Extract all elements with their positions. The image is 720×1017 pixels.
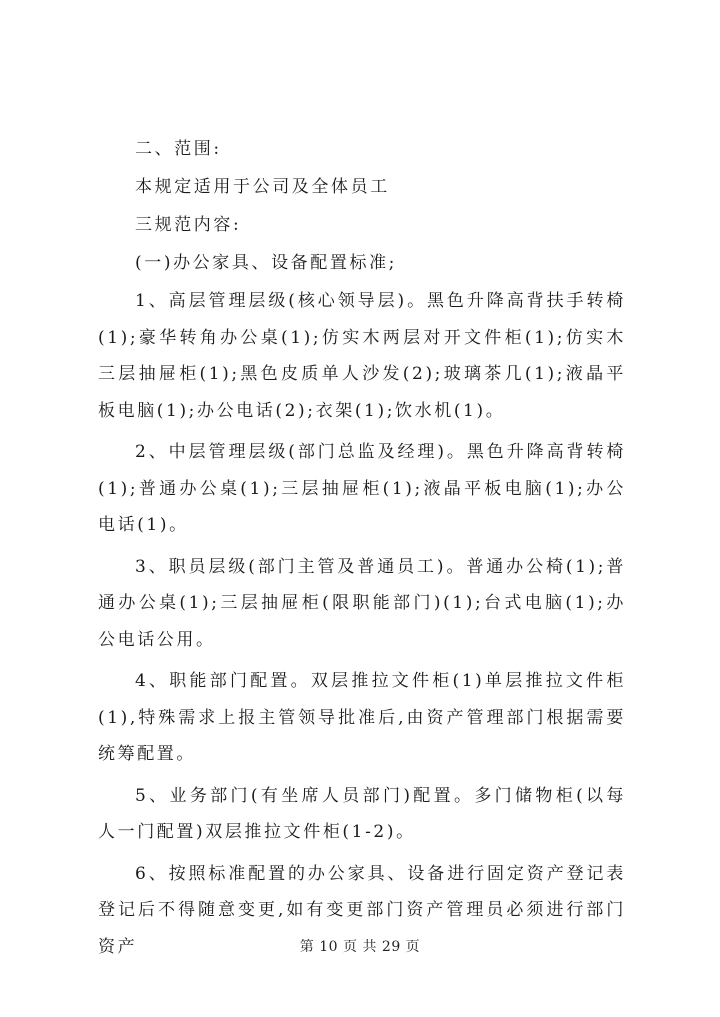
section-heading-scope: 二、范围: <box>135 139 222 159</box>
paragraph-business-departments: 5、业务部门(有坐席人员部门)配置。多门储物柜(以每人一门配置)双层推拉文件柜(1-2)。 <box>98 785 626 842</box>
section-heading-content: 三规范内容: <box>135 215 242 235</box>
paragraph-staff-level: 3、职员层级(部门主管及普通员工)。普通办公椅(1);普通办公桌(1);三层抽屉柜(限职能部门)(1);台式电脑(1);办公电话公用。 <box>98 556 626 650</box>
page-number-footer: 第 10 页 共 29 页 <box>299 939 421 955</box>
paragraph-functional-departments: 4、职能部门配置。双层推拉文件柜(1)单层推拉文件柜(1),特殊需求上报主管领导批准后,由资产管理部门根据需要统筹配置。 <box>98 671 626 764</box>
subsection-heading-furniture-standard: (一)办公家具、设备配置标准; <box>135 253 397 273</box>
document-body <box>98 131 626 970</box>
paragraph-asset-registration: 6、按照标准配置的办公家具、设备进行固定资产登记表登记后不得随意变更,如有变更部门资产管理员必须进行部门资产 <box>98 863 626 957</box>
paragraph-middle-management: 2、中层管理层级(部门总监及经理)。黑色升降高背转椅(1);普通办公桌(1);三层抽屉柜(1);液晶平板电脑(1);办公电话(1)。 <box>98 442 626 535</box>
scope-text: 本规定适用于公司及全体员工 <box>135 177 390 197</box>
paragraph-senior-management: 1、高层管理层级(核心领导层)。黑色升降高背扶手转椅(1);豪华转角办公桌(1);仿实木两层对开文件柜(1);仿实木三层抽屉柜(1);黑色皮质单人沙发(2);玻璃茶几(1);液晶平板电脑(1);办公电话(2);衣架(1);饮水机(1)。 <box>98 291 626 421</box>
